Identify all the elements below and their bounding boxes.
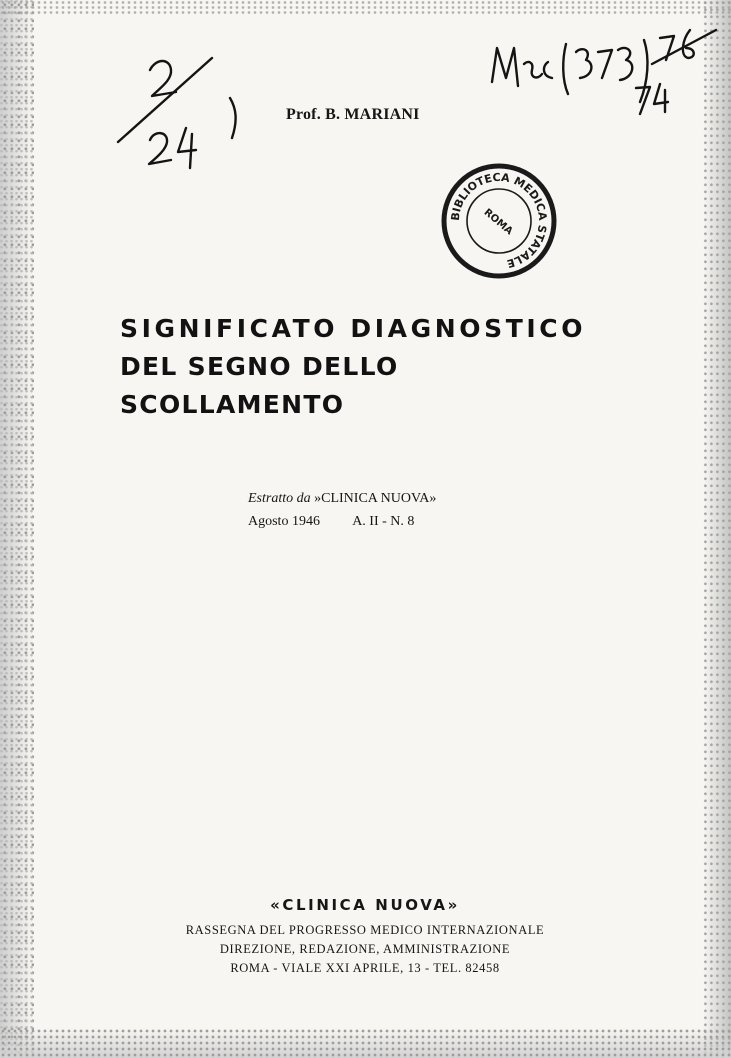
title-line-2: DEL SEGNO DELLO SCOLLAMENTO [120,352,399,419]
scan-edge-bottom [0,1028,731,1058]
extract-prefix: Estratto da [248,491,311,506]
extract-issue: A. II - N. 8 [352,514,415,529]
extract-info [248,487,508,533]
publisher-line-3: ROMA - VIALE XXI APRILE, 13 - TEL. 82458 [230,961,500,975]
handwritten-annotations [0,0,731,200]
extract-date: Agosto 1946 [248,514,320,529]
publisher-line-2: DIREZIONE, REDAZIONE, AMMINISTRAZIONE [219,942,511,956]
document-title [120,310,600,424]
stamp-ring-text: BIBLIOTECA MEDICA STATALE [448,170,550,271]
publisher-line-1: RASSEGNA DEL PROGRESSO MEDICO INTERNAZIONALE [185,923,545,937]
library-stamp [440,162,558,280]
publisher-name: «CLINICA NUOVA» [270,896,460,914]
publisher-block [130,896,600,978]
title-line-1: SIGNIFICATO DIAGNOSTICO [120,314,587,343]
author-name: Prof. B. MARIANI [286,106,420,123]
extract-journal: »CLINICA NUOVA» [314,491,437,506]
stamp-center-text: ROMA [481,207,515,238]
